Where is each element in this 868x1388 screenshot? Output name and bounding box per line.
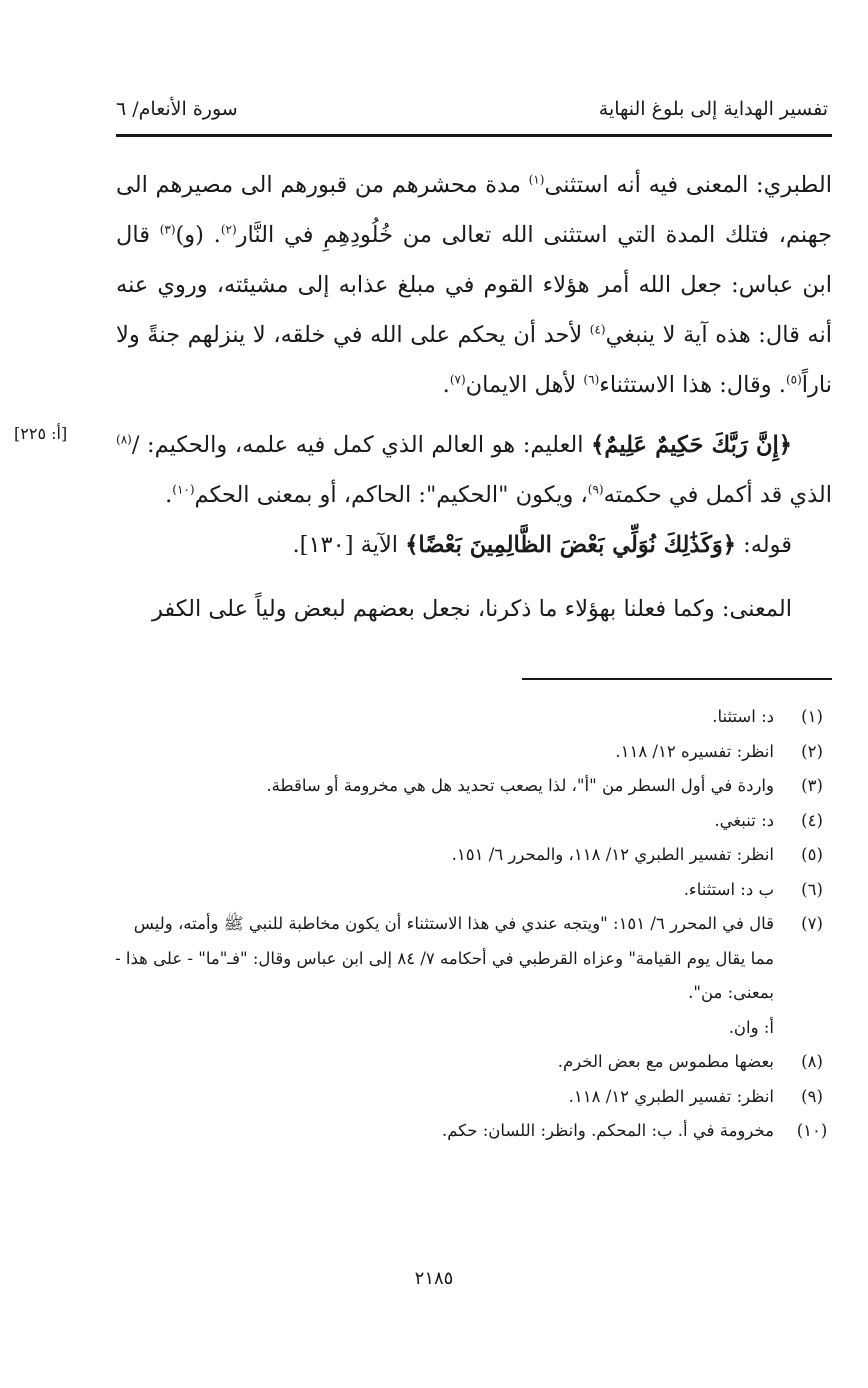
footnote-ref-4: (٤) [589, 322, 606, 337]
footnote-item [110, 804, 832, 839]
footnote-number: (٤) [801, 810, 823, 830]
footnote-text: انظر: تفسير الطبري ١٢/ ١١٨، والمحرر ٦/ ١٥١. [451, 845, 774, 864]
footnotes [110, 700, 832, 1149]
footnote-item [110, 1114, 832, 1149]
footnote-item [110, 700, 832, 735]
footnote-number: (٦) [801, 879, 823, 899]
footnote-item [110, 1011, 832, 1046]
quran-verse: ﴿وَكَذَٰلِكَ نُوَلِّي بَعْضَ الظَّالِمِينَ بَعْضًا﴾ [405, 532, 736, 558]
footnote-text: ب د: استثناء. [683, 879, 774, 899]
footnote-item [110, 769, 832, 804]
footnote-text: قال في المحرر ٦/ ١٥١: "ويتجه عندي في هذا الاستثناء أن يكون مخاطبة للنبي ﷺ وأمته، وليس مما يقال يوم القيامة" وعزاه القرطبي في أحكامه ٧/ ٨٤ إلى ابن عباس وقال: "فـ"ما" - على هذا - بمعنى: من". [115, 914, 774, 1002]
running-header [116, 98, 828, 130]
margin-note: [أ: ٢٢٥] [14, 424, 68, 443]
paragraph-meaning: المعنى: وكما فعلنا بهؤلاء ما ذكرنا، نجعل بعضهم لبعض ولياً على الكفر [151, 596, 792, 622]
footnote-number: (١٠) [796, 1121, 828, 1140]
footnote-ref-2: (٢) [220, 222, 237, 237]
footnote-item [110, 838, 832, 873]
footnote-ref-5: (٥) [785, 372, 802, 387]
surah-label: سورة الأنعام/ ٦ [116, 98, 238, 120]
footnote-item [110, 735, 832, 770]
footnote-number: (٣) [801, 776, 823, 795]
header-divider [116, 134, 832, 137]
footnote-text: د: تنبغي. [714, 810, 774, 830]
book-title: تفسير الهداية إلى بلوغ النهاية [598, 98, 828, 120]
footnote-number: (١) [801, 707, 823, 726]
footnote-ref-1: (١) [528, 172, 545, 187]
footnote-item [110, 907, 832, 1011]
footnote-text: انظر: تفسيره ١٢/ ١١٨. [615, 741, 774, 761]
footnote-text: بعضها مطموس مع بعض الخرم. [557, 1052, 774, 1071]
footnote-ref-10: (١٠) [172, 482, 195, 497]
footnote-ref-7: (٧) [449, 372, 466, 387]
footnote-ref-6: (٦) [583, 372, 600, 387]
main-text [116, 160, 832, 634]
footnote-number: (٩) [801, 1086, 823, 1106]
footnote-item [110, 1045, 832, 1080]
footnote-text: أ: وان. [728, 1017, 774, 1037]
paragraph-alim-hakim: ﴿إِنَّ رَبَّكَ حَكِيمٌ عَلِيمٌ﴾ العليم: هو العالم الذي كمل فيه علمه، والحكيم: /$^{(٨)}$ الذي قد أكمل في حكمته$^{(٩)}$، ويكون "الحكيم": الحاكم، أو بمعنى الحكم$^{(١٠)}$. [116, 432, 832, 508]
footnote-item [110, 1080, 832, 1115]
paragraph-tabari: الطبري: المعنى فيه أنه استثنى$^{(١)}$ مدة محشرهم من قبورهم الى مصيرهم الى جهنم، فتلك المدة التي استثنى الله تعالى من خُلُودِهِمِ في النَّار$^{(٢)}$. (و)$^{(٣)}$ قال ابن عباس: جعل الله أمر هؤلاء القوم في مبلغ عذابه إلى مشيئته، وروي عنه أنه قال: هذه آية لا ينبغي$^{(٤)}$ لأحد أن يحكم على الله في خلقه، لا ينزلهم جنةً ولا ناراً$^{(٥)}$. وقال: هذا الاستثناء$^{(٦)}$ لأهل الايمان$^{(٧)}$. [116, 172, 832, 398]
footnote-number: (٢) [801, 741, 823, 761]
footnote-divider [522, 678, 832, 680]
quran-verse: ﴿إِنَّ رَبَّكَ حَكِيمٌ عَلِيمٌ﴾ [591, 432, 792, 458]
footnote-text: د: استثنا. [712, 707, 774, 726]
footnote-ref-3: (٣) [159, 222, 176, 237]
footnote-number: (٥) [801, 845, 823, 864]
footnote-number: (٧) [801, 914, 823, 933]
footnote-ref-9: (٩) [587, 482, 604, 497]
footnote-text: مخرومة في أ. ب: المحكم. وانظر: اللسان: حكم. [441, 1121, 774, 1140]
footnote-item [110, 873, 832, 908]
footnote-number: (٨) [801, 1052, 823, 1071]
footnote-ref-8: (٨) [116, 432, 132, 447]
paragraph-verse-130: قوله: ﴿وَكَذَٰلِكَ نُوَلِّي بَعْضَ الظَّالِمِينَ بَعْضًا﴾ الآية [١٣٠]. [292, 532, 792, 558]
footnote-text: واردة في أول السطر من "أ"، لذا يصعب تحديد هل هي مخرومة أو ساقطة. [266, 776, 774, 795]
footnote-text: انظر: تفسير الطبري ١٢/ ١١٨. [568, 1086, 774, 1106]
page-number: ٢١٨٥ [414, 1268, 454, 1289]
